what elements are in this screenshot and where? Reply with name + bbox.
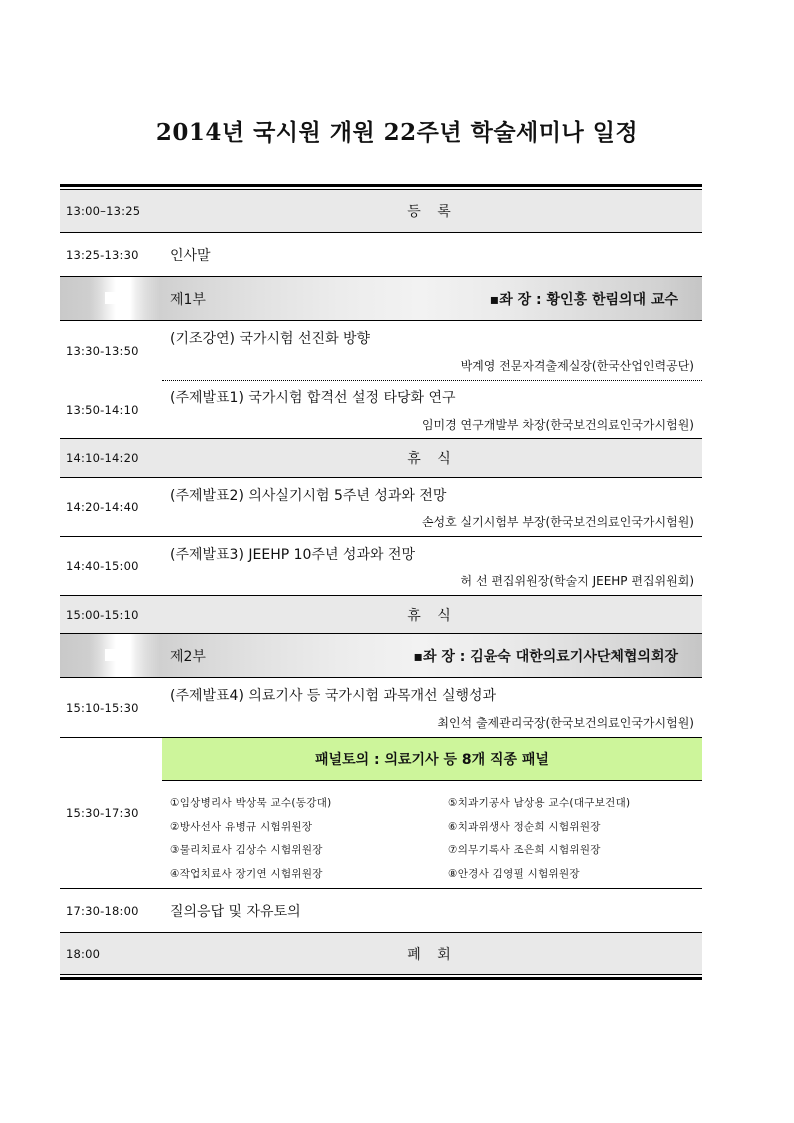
talk-title: (주제발표1) 국가시험 합격선 설정 타당화 연구 bbox=[170, 390, 456, 406]
row-registration bbox=[60, 190, 702, 233]
row-qa bbox=[60, 889, 702, 933]
schedule-table bbox=[60, 184, 702, 980]
square-icon bbox=[105, 649, 117, 661]
registration-label: 등 록 bbox=[407, 204, 457, 220]
bottom-rule bbox=[60, 974, 702, 980]
panelist-item: ③물리치료사 김상수 시험위원장 bbox=[170, 844, 323, 856]
time-cell: 13:25-13:30 bbox=[66, 247, 139, 262]
panel-list-right bbox=[448, 792, 630, 886]
time-cell: 18:00 bbox=[66, 946, 101, 961]
time-cell: 13:30-13:50 bbox=[66, 343, 139, 358]
time-cell: 14:10-14:20 bbox=[66, 451, 139, 465]
row-break-1 bbox=[60, 439, 702, 478]
part-label: 제1부 bbox=[170, 291, 206, 308]
qa-label: 질의응답 및 자유토의 bbox=[170, 903, 301, 920]
page-title: 2014년 국시원 개원 22주년 학술세미나 일정 bbox=[155, 119, 639, 146]
panelist-item: ④작업치료사 장기연 시험위원장 bbox=[170, 867, 323, 880]
break-label: 휴 식 bbox=[407, 607, 457, 624]
time-cell: 14:40-15:00 bbox=[66, 559, 139, 573]
row-closing bbox=[60, 933, 702, 974]
talk-title: (주제발표2) 의사실기시험 5주년 성과와 전망 bbox=[170, 488, 447, 504]
talk-title: (기조강연) 국가시험 선진화 방향 bbox=[170, 331, 371, 347]
row-greeting bbox=[60, 233, 702, 277]
panel-list-left bbox=[170, 792, 332, 886]
time-cell: 15:10-15:30 bbox=[66, 700, 139, 715]
panelist-item: ⑧안경사 김영필 시험위원장 bbox=[448, 867, 580, 880]
chair-label: ▪좌 장 : 황인홍 한림의대 교수 bbox=[489, 291, 678, 308]
talk-speaker: 손성호 실기시험부 부장(한국보건의료인국가시험원) bbox=[421, 515, 694, 529]
time-cell: 15:00-15:10 bbox=[66, 607, 139, 622]
square-icon bbox=[105, 292, 117, 304]
session-2-header bbox=[60, 634, 702, 678]
closing-label: 폐 회 bbox=[407, 946, 457, 963]
time-cell: 17:30-18:00 bbox=[66, 903, 139, 918]
row-keynote-group bbox=[60, 321, 702, 439]
talk-speaker: 박계영 전문자격출제실장(한국산업인력공단) bbox=[460, 359, 694, 373]
time-cell: 14:20-14:40 bbox=[66, 500, 139, 514]
chair-label: ▪좌 장 : 김윤숙 대한의료기사단체협의회장 bbox=[413, 648, 678, 665]
time-cell: 13:00–13:25 bbox=[66, 204, 141, 218]
panelist-item: ⑦의무기록사 조은희 시험위원장 bbox=[448, 844, 601, 856]
talk-title: (주제발표4) 의료기사 등 국가시험 과목개선 실행성과 bbox=[170, 688, 497, 704]
row-break-2 bbox=[60, 596, 702, 634]
row-panel bbox=[60, 738, 702, 889]
session-1-header bbox=[60, 277, 702, 321]
panelist-item: ⑥치과위생사 정순희 시험위원장 bbox=[448, 820, 601, 833]
greeting-label: 인사말 bbox=[170, 247, 211, 264]
break-label: 휴 식 bbox=[407, 451, 457, 467]
panelist-item: ①임상병리사 박상묵 교수(동강대) bbox=[170, 797, 332, 809]
talk-speaker: 최인석 출제관리국장(한국보건의료인국가시험원) bbox=[437, 716, 694, 730]
talk-speaker: 허 선 편집위원장(학술지 JEEHP 편집위원회) bbox=[460, 574, 694, 588]
panelist-item: ②방사선사 유병규 시험위원장 bbox=[170, 820, 313, 833]
talk-title: (주제발표3) JEEHP 10주년 성과와 전망 bbox=[170, 547, 415, 563]
panel-title: 패널토의 : 의료기사 등 8개 직종 패널 bbox=[162, 738, 702, 781]
row-talk-5 bbox=[60, 678, 702, 738]
row-talk-4 bbox=[60, 537, 702, 596]
part-label: 제2부 bbox=[170, 648, 206, 665]
time-cell: 13:50-14:10 bbox=[66, 402, 139, 417]
talk-speaker: 임미경 연구개발부 차장(한국보건의료인국가시험원) bbox=[421, 418, 694, 432]
row-talk-3 bbox=[60, 478, 702, 537]
panelist-item: ⑤치과기공사 남상용 교수(대구보건대) bbox=[448, 797, 631, 809]
time-cell: 15:30-17:30 bbox=[66, 806, 139, 820]
